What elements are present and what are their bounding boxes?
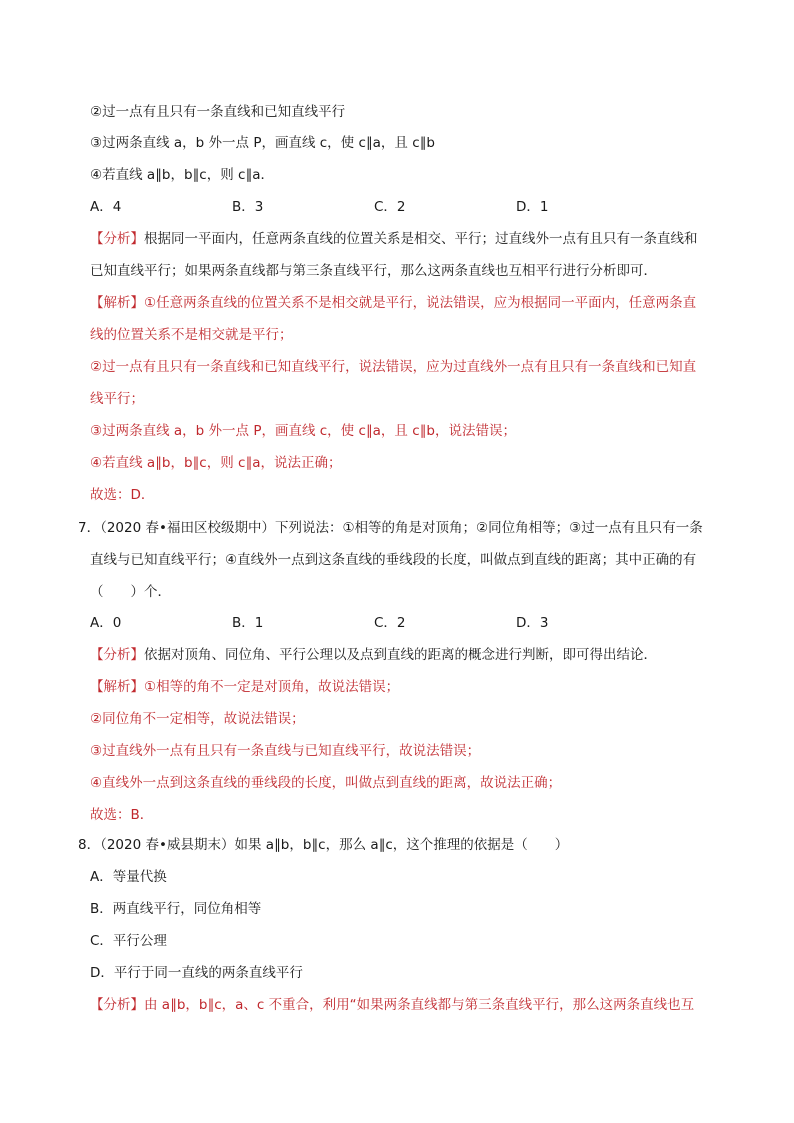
q6-statement-4: ④若直线 a∥b，b∥c，则 c∥a． <box>90 167 274 183</box>
q6-solution-item-4: ④若直线 a∥b，b∥c，则 c∥a，说法正确； <box>90 455 342 471</box>
q8-option-b[interactable]: B．两直线平行，同位角相等 <box>90 901 262 917</box>
q7-option-b[interactable]: B．1 <box>232 615 264 631</box>
q7-analysis-text: 依据对顶角、同位角、平行公理以及点到直线的距离的概念进行判断，即可得出结论． <box>144 647 657 663</box>
q8-option-c[interactable]: C．平行公理 <box>90 933 167 949</box>
q7-analysis-label: 【分析】 <box>90 647 144 663</box>
q6-solution <box>90 293 696 313</box>
q6-option-a[interactable]: A．4 <box>90 199 122 215</box>
q7-stem-3: （ ）个． <box>90 584 171 600</box>
q6-solution-item-2b: 线平行； <box>90 391 144 407</box>
q6-analysis <box>90 229 698 249</box>
q7-option-d[interactable]: D．3 <box>516 615 549 631</box>
q6-solution-item-1a: ①任意两条直线的位置关系不是相交就是平行，说法错误，应为根据同一平面内，任意两条直 <box>144 295 697 311</box>
q6-analysis-text-2: 已知直线平行；如果两条直线都与第三条直线平行，那么这两条直线也互相平行进行分析即可． <box>90 263 657 279</box>
q6-option-b[interactable]: B．3 <box>232 199 264 215</box>
q7-analysis <box>90 645 657 665</box>
q6-option-d[interactable]: D．1 <box>516 199 549 215</box>
q6-statement-3: ③过两条直线 a，b 外一点 P，画直线 c，使 c∥a，且 c∥b <box>90 135 435 151</box>
q8-stem: 8．（2020 春•威县期末）如果 a∥b，b∥c，那么 a∥c，这个推理的依据是（ ） <box>78 837 569 853</box>
q6-solution-item-1b: 线的位置关系不是相交就是平行； <box>90 327 293 343</box>
q7-stem-2: 直线与已知直线平行；④直线外一点到这条直线的垂线段的长度，叫做点到直线的距离；其中正确的有 <box>90 552 697 568</box>
q6-analysis-label: 【分析】 <box>90 231 144 247</box>
q8-option-a[interactable]: A．等量代换 <box>90 869 167 885</box>
q6-solution-item-3: ③过两条直线 a，b 外一点 P，画直线 c，使 c∥a，且 c∥b，说法错误； <box>90 423 516 439</box>
q7-solution-item-1: ①相等的角不一定是对顶角，故说法错误； <box>144 679 400 695</box>
q7-solution-item-2: ②同位角不一定相等，故说法错误； <box>90 711 305 727</box>
q6-options <box>90 197 690 217</box>
q8-analysis-prefix: 由 a∥b，b∥c，a、c 不重合，利用 <box>144 997 350 1013</box>
q6-solution-item-2a: ②过一点有且只有一条直线和已知直线平行，说法错误，应为过直线外一点有且只有一条直线和已知直 <box>90 359 697 375</box>
q6-option-c[interactable]: C．2 <box>374 199 406 215</box>
q8-analysis <box>90 995 694 1015</box>
q6-solution-label: 【解析】 <box>90 295 144 311</box>
q7-answer: 故选：B． <box>90 807 154 823</box>
q7-solution-label: 【解析】 <box>90 679 144 695</box>
q7-options <box>90 613 690 633</box>
q6-answer: 故选：D． <box>90 487 155 503</box>
q7-solution <box>90 677 399 697</box>
q6-statement-2: ②过一点有且只有一条直线和已知直线平行 <box>90 104 346 120</box>
q7-option-c[interactable]: C．2 <box>374 615 406 631</box>
q7-stem-1: 7．（2020 春•福田区校级期中）下列说法：①相等的角是对顶角；②同位角相等；③过一点有且只有一条 <box>78 520 703 536</box>
q8-analysis-label: 【分析】 <box>90 997 144 1013</box>
q6-analysis-text-1: 根据同一平面内，任意两条直线的位置关系是相交、平行；过直线外一点有且只有一条直线和 <box>144 231 698 247</box>
q7-solution-item-3: ③过直线外一点有且只有一条直线与已知直线平行，故说法错误； <box>90 743 481 759</box>
q8-analysis-quote: “如果两条直线都与第三条直线平行，那么这两条直线也互 <box>349 997 695 1013</box>
q7-solution-item-4: ④直线外一点到这条直线的垂线段的长度，叫做点到直线的距离，故说法正确； <box>90 775 562 791</box>
q8-option-d[interactable]: D．平行于同一直线的两条直线平行 <box>90 965 303 981</box>
q7-option-a[interactable]: A．0 <box>90 615 122 631</box>
